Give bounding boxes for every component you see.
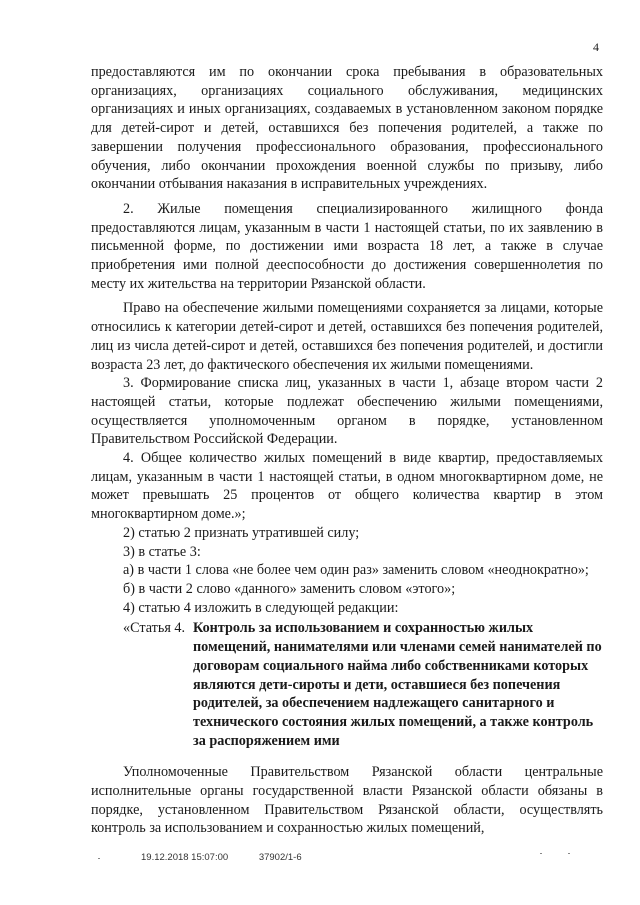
list-item: 2) статью 2 признать утратившей силу; — [123, 524, 360, 541]
scan-speck — [540, 853, 542, 854]
scan-speck — [568, 853, 570, 854]
list-item: б) в части 2 слово «данного» заменить словом «этого»; — [123, 580, 456, 597]
paragraph: 2. Жилые помещения специализированного жилищного фонда предоставляются лицам, указанным в части 1 настоящей статьи, по их заявлению в письменной форме, по достижении ими возраста 18 лет, а также в случае приобретения ими полной дееспособности до достижения совершеннолетия по месту их жительства на территории Рязанской области. — [91, 200, 603, 292]
page-number: 4 — [593, 40, 599, 54]
scan-speck — [98, 858, 100, 859]
paragraph: Право на обеспечение жилыми помещениями сохраняется за лицами, которые относились к категории детей-сирот и детей, оставшихся без попечения родителей, лиц из числа детей-сирот и детей, оставшихся без попечения родителей, и достигли возраста 23 лет, до фактического обеспечения их жилыми помещениями. — [91, 300, 603, 373]
list-item: 4) статью 4 изложить в следующей редакции: — [123, 599, 399, 616]
document-footer — [141, 852, 302, 863]
article-title: Контроль за использованием и сохранностью жилых помещений, нанимателями или членами семей нанимателей по договорам социального найма либо собственниками которых являются дети-сироты и дети, оставшиеся без попечения родителей, за обеспечением надлежащего санитарного и технического состояния жилых помещений, а также контроль за распоряжением ими — [193, 620, 602, 749]
paragraph: 3. Формирование списка лиц, указанных в части 1, абзаце втором части 2 настоящей статьи, которые подлежат обеспечению жилыми помещениями, осуществляется уполномоченным органом в порядке, установленном Правительством Российской Федерации. — [91, 375, 603, 448]
paragraph: 4. Общее количество жилых помещений в виде квартир, предоставляемых лицам, указанным в части 1 настоящей статьи, в одном многоквартирном доме, не может превышать 25 процентов от общего количества квартир в этом многоквартирном доме.»; — [91, 450, 603, 523]
document-body — [91, 63, 603, 838]
paragraph: предоставляются им по окончании срока пребывания в образовательных организациях, организациях социального обслуживания, медицинских организациях и иных организациях, создаваемых в установленном законом порядке для детей-сирот и детей, оставшихся без попечения родителей, а также по завершении получения профессионального образования, профессионального обучения, либо окончании прохождения военной службы по призыву, либо окончании отбывания наказания в исправительных учреждениях. — [91, 64, 603, 193]
list-item: а) в части 1 слова «не более чем один раз» заменить словом «неоднократно»; — [123, 562, 589, 579]
paragraph: Уполномоченные Правительством Рязанской области центральные исполнительные органы государственной власти Рязанской области обязаны в порядке, установленном Правительством Рязанской области, осуществлять контроль за использованием и сохранностью жилых помещений, — [91, 764, 603, 837]
list-item: 3) в статье 3: — [123, 543, 201, 560]
article-lead: «Статья 4. — [123, 620, 186, 637]
footer-timestamp: 19.12.2018 15:07:00 — [141, 852, 229, 863]
article-heading — [91, 619, 603, 750]
footer-document-id: 37902/1-6 — [258, 852, 302, 863]
